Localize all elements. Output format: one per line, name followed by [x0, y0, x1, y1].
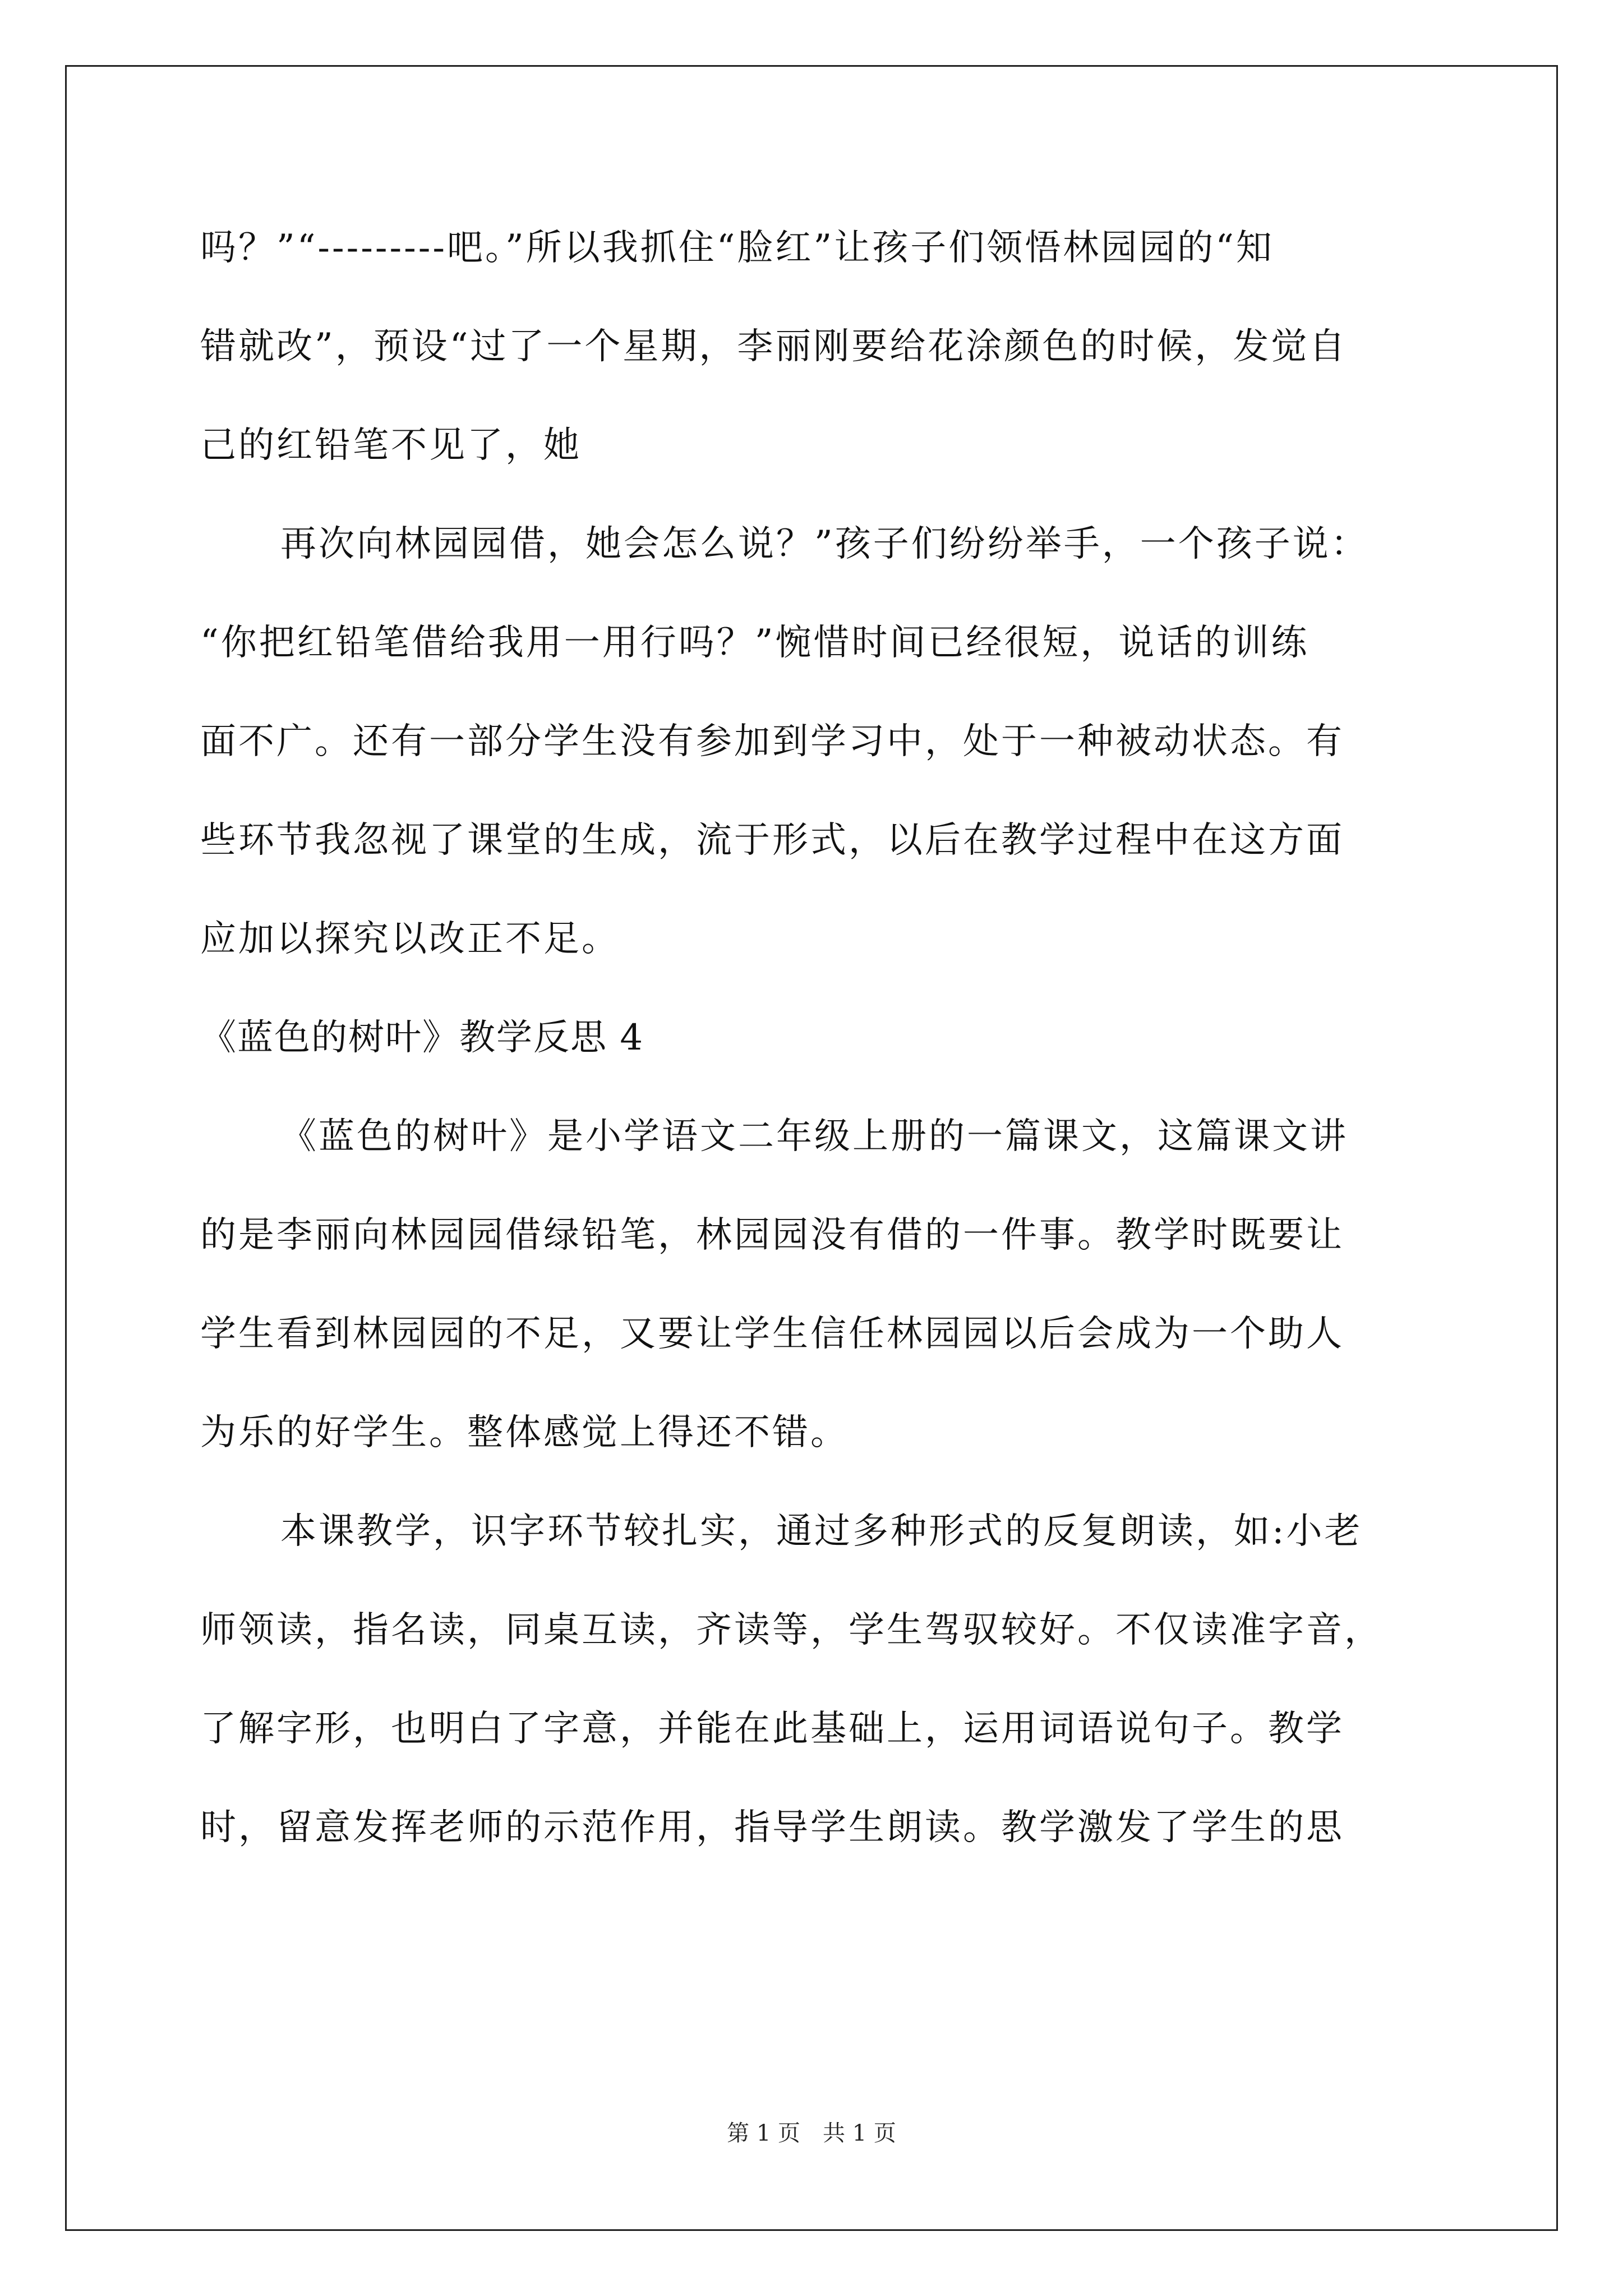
body-line-11: 的是李丽向林园园借绿铅笔，林园园没有借的一件事。教学时既要让: [200, 1214, 1344, 1256]
page-footer: 第 1 页 共 1 页: [727, 2120, 896, 2146]
body-line-16: 了解字形，也明白了字意，并能在此基础上，运用词语说句子。教学: [200, 1708, 1344, 1750]
body-line-3: 己的红铅笔不见了，她: [200, 425, 582, 466]
body-line-17: 时，留意发挥老师的示范作用，指导学生朗读。教学激发了学生的思: [200, 1807, 1344, 1848]
body-line-14: 本课教学，识字环节较扎实，通过多种形式的反复朗读，如:小老: [280, 1511, 1363, 1552]
body-line-13: 为乐的好学生。整体感觉上得还不错。: [200, 1412, 849, 1453]
body-line-4: 再次向林园园借，她会怎么说？”孩子们纷纷举手，一个孩子说：: [280, 523, 1369, 565]
body-line-6: 面不广。还有一部分学生没有参加到学习中，处于一种被动状态。有: [200, 721, 1344, 762]
body-line-5: “你把红铅笔借给我用一用行吗？”惋惜时间已经很短，说话的训练: [200, 622, 1310, 664]
body-line-2: 错就改”，预设“过了一个星期，李丽刚要给花涂颜色的时候，发觉自: [200, 326, 1348, 367]
body-line-7: 些环节我忽视了课堂的生成，流于形式，以后在教学过程中在这方面: [200, 820, 1344, 861]
body-line-10: 《蓝色的树叶》是小学语文二年级上册的一篇课文，这篇课文讲: [280, 1116, 1348, 1157]
section-heading: 《蓝色的树叶》教学反思 4: [200, 1017, 644, 1059]
body-line-12: 学生看到林园园的不足，又要让学生信任林园园以后会成为一个助人: [200, 1313, 1344, 1355]
body-line-15: 师领读，指名读，同桌互读，齐读等，学生驾驭较好。不仅读准字音，: [200, 1609, 1382, 1651]
body-line-1: 吗？”“---------吧。”所以我抓住“脸红”让孩子们领悟林园园的“知: [200, 227, 1274, 269]
body-line-8: 应加以探究以改正不足。: [200, 918, 620, 960]
